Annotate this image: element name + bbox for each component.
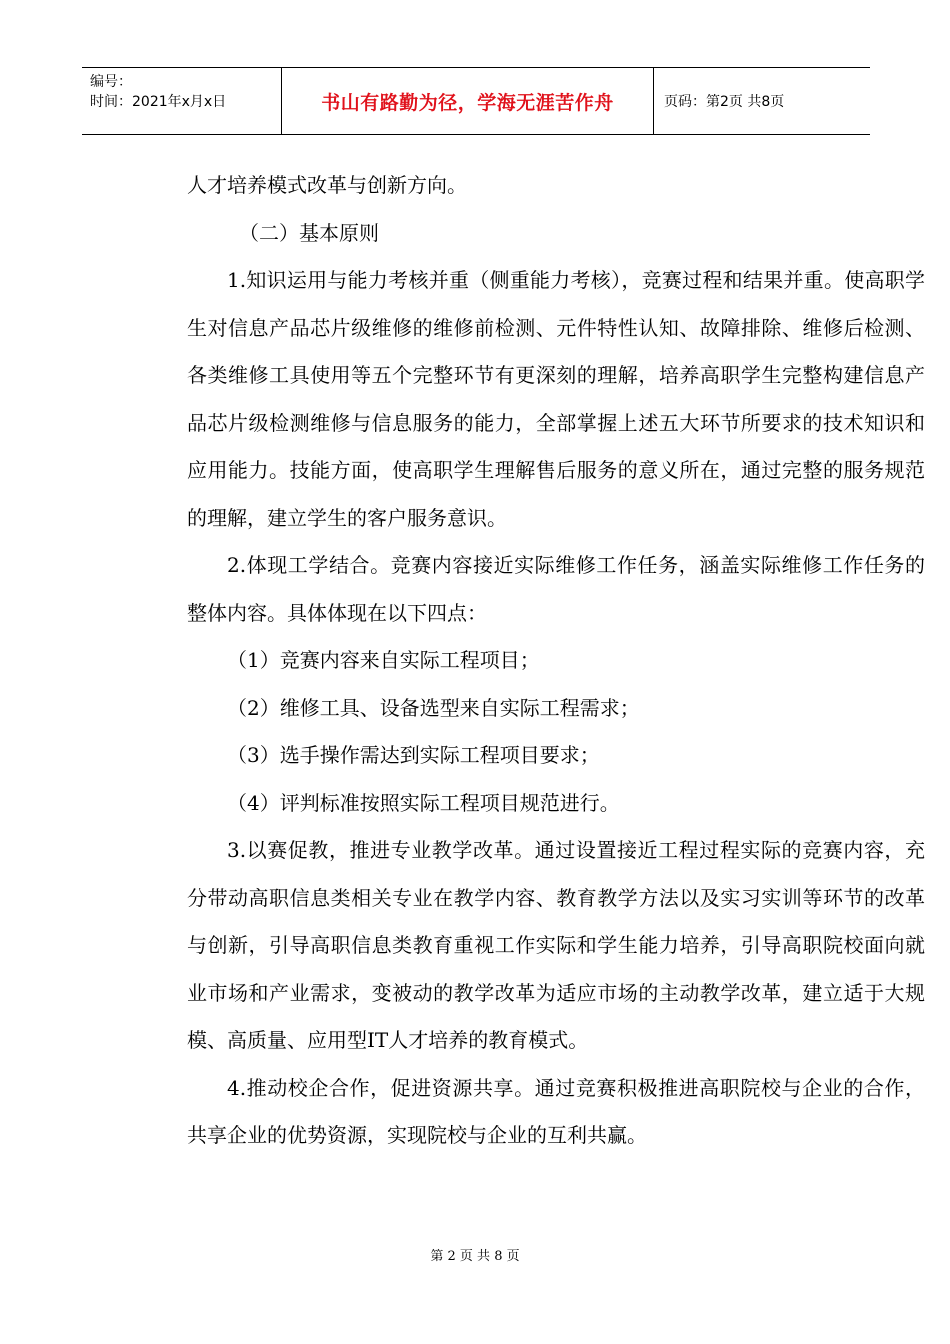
document-time-label: 时间：2021年x月x日 <box>90 94 227 110</box>
header-motto: 书山有路勤为径，学海无涯苦作舟 <box>282 68 654 134</box>
list-item-2: （2）维修工具、设备选型来自实际工程需求； <box>227 695 640 720</box>
paragraph-principle-1: 1.知识运用与能力考核并重（侧重能力考核），竞赛过程和结果并重。使高职学生对信息产品芯片级维修的维修前检测、元件特性认知、故障排除、维修后检测、各类维修工具使用等五个完整环节有更深刻的理解，培养高职学生完整构建信息产品芯片级检测维修与信息服务的能力，全部掌握上述五大环节所要求的技术知识和应用能力。技能方面，使高职学生理解售后服务的意义所在，通过完整的服务规范的理解，建立学生的客户服务意识。 <box>187 268 925 530</box>
page-footer-number: 第 2 页 共 8 页 <box>430 1249 520 1264</box>
paragraph-principle-4: 4.推动校企合作，促进资源共享。通过竞赛积极推进高职院校与企业的合作，共享企业的优势资源，实现院校与企业的互利共赢。 <box>187 1075 925 1147</box>
page-header <box>82 67 870 135</box>
section-heading-basic-principles: （二）基本原则 <box>239 220 379 245</box>
list-item-4: （4）评判标准按照实际工程项目规范进行。 <box>227 790 620 815</box>
paragraph-continuation: 人才培养模式改革与创新方向。 <box>187 173 467 197</box>
header-meta <box>82 68 282 134</box>
document-body <box>187 162 925 1160</box>
list-item-3: （3）选手操作需达到实际工程项目要求； <box>227 743 600 767</box>
paragraph-principle-3: 3.以赛促教，推进专业教学改革。通过设置接近工程过程实际的竞赛内容，充分带动高职信息类相关专业在教学内容、教育教学方法以及实习实训等环节的改革与创新，引导高职信息类教育重视工作实际和学生能力培养，引导高职院校面向就业市场和产业需求，变被动的教学改革为适应市场的主动教学改革，建立适于大规模、高质量、应用型IT人才培养的教育模式。 <box>187 838 925 1052</box>
paragraph-principle-2: 2.体现工学结合。竞赛内容接近实际维修工作任务，涵盖实际维修工作任务的整体内容。具体体现在以下四点： <box>187 553 925 625</box>
header-page-info: 页码：第2页 共8页 <box>664 94 785 110</box>
list-item-1: （1）竞赛内容来自实际工程项目； <box>227 648 540 672</box>
document-number-label: 编号： <box>90 74 132 90</box>
